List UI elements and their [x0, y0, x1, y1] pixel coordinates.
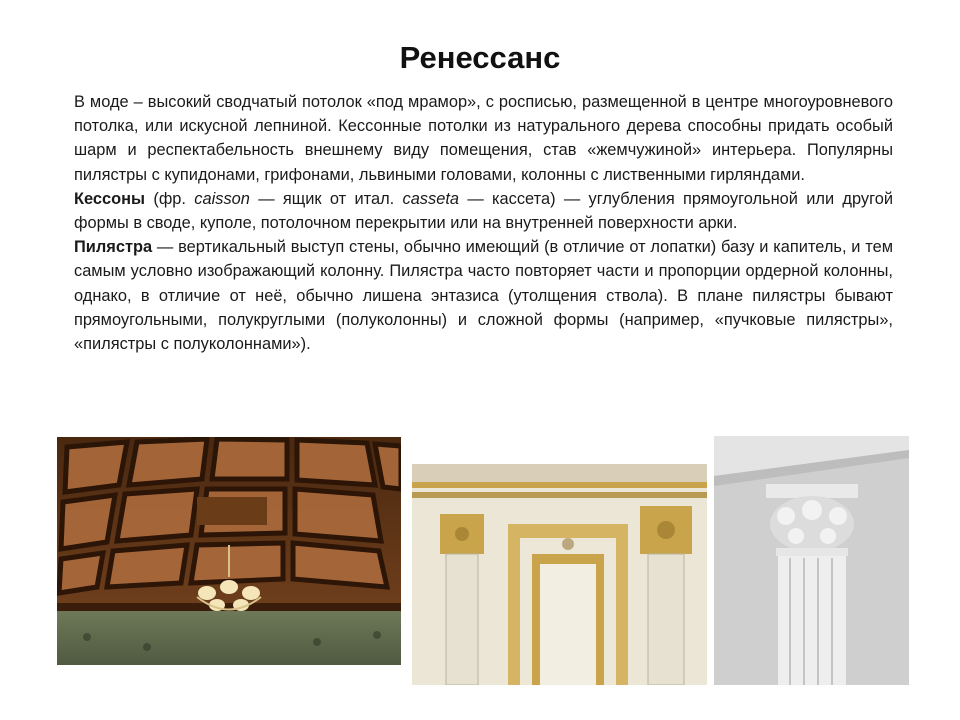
word-casseta: casseta	[402, 189, 459, 208]
caissons-text-2: — ящик от итал.	[249, 189, 403, 208]
pilaster-text: — вертикальный выступ стены, обычно имеющий (в отличие от лопатки) базу и капитель, и тем самым условно изображающий колонну. Пилястра часто повторяет части и пропорции ордерной колонны, однако, в отличие от неё, обычно лишена энтазиса (утолщения ствола). В плане пилястры бывают прямоугольными, полукруглыми (полуколонны) и сложной формы (например, «пучковые пилястры», «пилястры с полуколоннами»).	[74, 238, 893, 354]
paragraph-caissons	[74, 187, 893, 235]
paragraph-intro: В моде – высокий сводчатый потолок «под мрамор», с росписью, размещенной в центре многоуровневого потолка, или искусной лепниной. Кессонные потолки из натурального дерева способны придать особый шарм и респектабельность внешнему виду помещения, став «жемчужиной» интерьера. Популярны пилястры с купидонами, грифонами, львиными головами, колонны с лиственными гирляндами.	[74, 93, 893, 184]
term-pilaster: Пилястра	[74, 238, 153, 257]
slide-title: Ренессанс	[399, 40, 561, 75]
word-caisson: caisson	[194, 189, 250, 208]
gilded-pilasters-photo	[412, 464, 707, 685]
term-caissons: Кессоны	[74, 189, 146, 208]
white-pilaster-photo	[714, 436, 909, 685]
body-text	[74, 90, 893, 356]
coffered-ceiling-photo	[57, 437, 401, 665]
paragraph-pilaster	[74, 235, 893, 356]
caissons-text-3: — кассета) — углубления прямоугольной или другой формы в своде, куполе, потолочном перекрытии или на внутренней поверхности арки.	[74, 189, 893, 233]
caissons-text-1: (фр.	[145, 189, 195, 208]
